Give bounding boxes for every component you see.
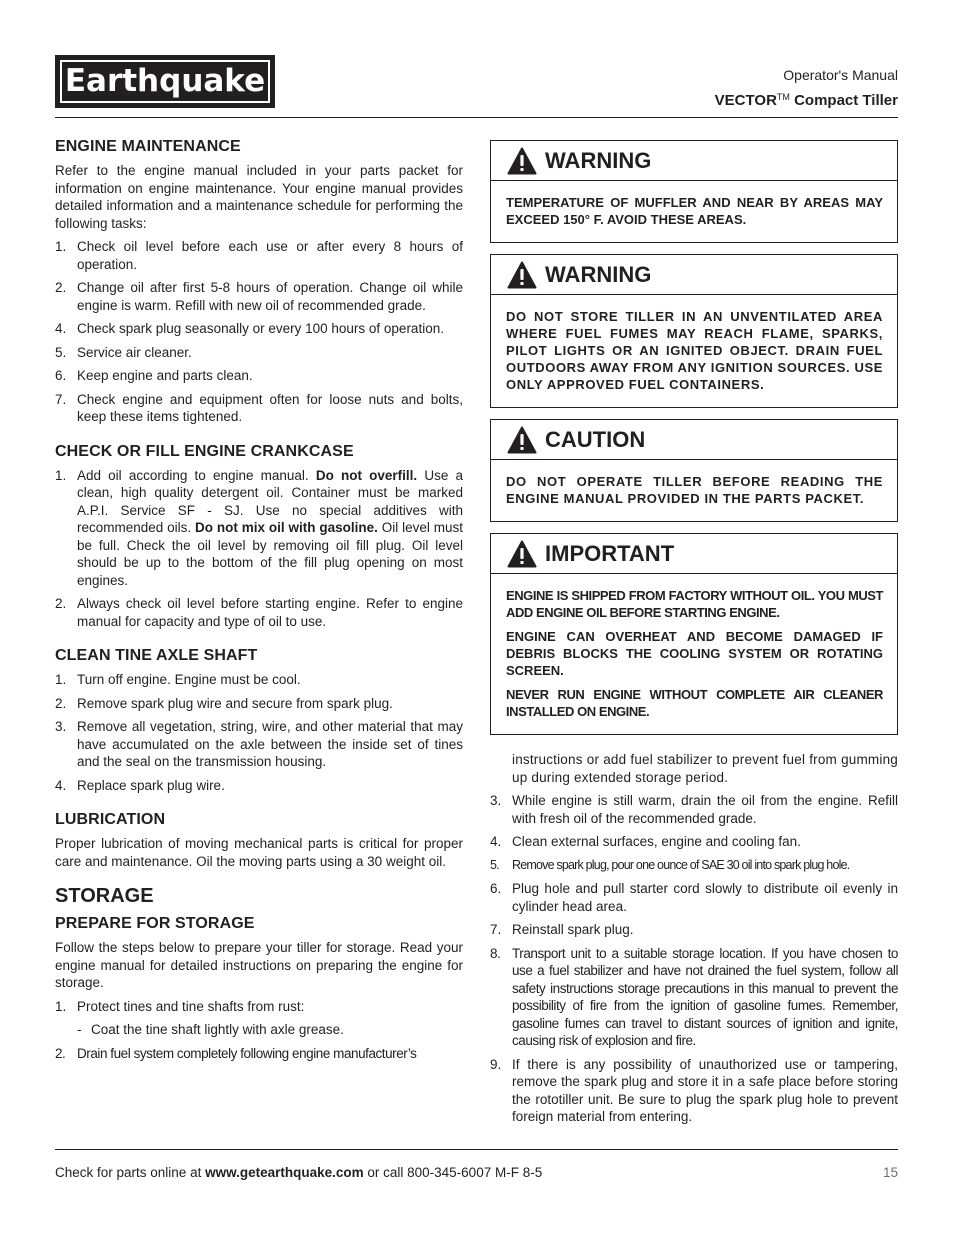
- list-number: 1.: [55, 998, 67, 1014]
- website-link[interactable]: www.getearthquake.com: [205, 1165, 364, 1180]
- storage-heading: STORAGE: [55, 885, 154, 907]
- list-number: 1.: [55, 672, 67, 687]
- list-item: [490, 880, 898, 915]
- emphasis-text: Do not mix oil with gasoline.: [195, 520, 378, 535]
- important-box: [490, 533, 898, 735]
- prepare-storage-heading: PREPARE FOR STORAGE: [55, 915, 255, 932]
- list-item: [55, 695, 463, 713]
- list-item: [55, 998, 463, 1016]
- warning-triangle-icon: [507, 426, 537, 454]
- brand-logo: [55, 55, 275, 108]
- list-item: [490, 921, 898, 939]
- storage-list-left-2: [55, 1045, 463, 1063]
- list-number: 4.: [55, 777, 67, 793]
- list-text: Replace spark plug wire.: [77, 777, 225, 793]
- warning-box-muffler: [490, 140, 898, 243]
- list-item: [490, 792, 898, 827]
- list-text: Check spark plug seasonally or every 100 hours of operation.: [77, 321, 444, 336]
- crankcase-heading: CHECK OR FILL ENGINE CRANKCASE: [55, 442, 354, 460]
- list-item: [55, 391, 463, 426]
- caution-box: [490, 419, 898, 522]
- list-number: 7.: [55, 391, 67, 407]
- list-text: Keep engine and parts clean.: [77, 368, 253, 383]
- list-text: Check engine and equipment often for loose nuts and bolts, keep these items tightened.: [77, 391, 463, 424]
- list-number: 8.: [490, 945, 501, 961]
- product-title: [715, 87, 898, 111]
- list-text: Remove spark plug, pour one ounce of SAE 30 oil into spark plug hole.: [512, 857, 850, 872]
- notice-header: [491, 141, 897, 181]
- notice-title: WARNING: [545, 261, 652, 287]
- notice-body: [491, 295, 897, 407]
- list-text: Clean external surfaces, engine and cooling fan.: [512, 834, 801, 849]
- notice-header: [491, 255, 897, 295]
- list-number: 6.: [490, 881, 502, 896]
- warning-triangle-icon: [507, 147, 537, 175]
- list-text: Change oil after first 5-8 hours of operation. Change oil while engine is warm. Refill with new oil of recommended grade.: [77, 280, 463, 313]
- list-text: Remove spark plug wire and secure from spark plug.: [77, 695, 393, 711]
- list-number: 6.: [55, 368, 67, 383]
- dash-marker: -: [77, 1022, 82, 1037]
- list-item: [55, 367, 463, 385]
- storage-intro: Follow the steps below to prepare your tiller for storage. Read your engine manual for detailed instructions on preparing the engine for storage.: [55, 940, 463, 990]
- list-item: [55, 320, 463, 338]
- list-text: Turn off engine. Engine must be cool.: [77, 672, 301, 687]
- footer-note: [55, 1164, 542, 1182]
- list-text: Drain fuel system completely following engine manufacturer’s: [77, 1045, 417, 1061]
- lubrication-text: Proper lubrication of moving mechanical parts is critical for proper care and maintenance. Oil the moving parts using a 30 weight oil.: [55, 836, 463, 869]
- product-suffix: Compact Tiller: [789, 92, 898, 109]
- list-number: 3.: [490, 793, 502, 808]
- list-number: 7.: [490, 922, 502, 937]
- tine-axle-heading: CLEAN TINE AXLE SHAFT: [55, 647, 258, 664]
- right-column: [490, 140, 898, 1132]
- lubrication-heading: LUBRICATION: [55, 811, 166, 828]
- list-number: 4.: [490, 834, 502, 849]
- list-item: [55, 238, 463, 273]
- storage-item-2-continued: instructions or add fuel stabilizer to prevent fuel from gumming up during extended storage period.: [512, 752, 898, 785]
- engine-maintenance-intro: Refer to the engine manual included in your parts packet for information on engine maintenance. Your engine manual provides detailed information and a maintenance schedule for performing the following tasks:: [55, 163, 463, 231]
- list-item: [490, 857, 898, 875]
- list-number: 1.: [55, 467, 67, 483]
- list-number: 2.: [55, 596, 67, 611]
- trademark-mark: TM: [776, 92, 790, 102]
- list-number: 5.: [55, 344, 67, 360]
- list-item: [490, 945, 898, 1050]
- list-number: 2.: [55, 280, 67, 295]
- list-text: Transport unit to a suitable storage location. If you have chosen to use a fuel stabilizer and have not drained the fuel system, follow all safety instructions storage precautions in this manual to prevent the possibility of fire from the ignition of gasoline fumes. Remember, gasoline fumes can travel to distant sources of ignition and ignite, causing risk of explosion and fire.: [512, 945, 898, 1048]
- notice-text: TEMPERATURE OF MUFFLER AND NEAR BY AREAS MAY EXCEED 150° F. AVOID THESE AREAS.: [506, 195, 883, 227]
- list-text: Remove all vegetation, string, wire, and other material that may have accumulated on the axle between the inside set of tines and the seal on the transmission housing.: [77, 719, 463, 769]
- list-item: [490, 833, 898, 851]
- list-number: 1.: [55, 239, 67, 254]
- notice-text: ENGINE IS SHIPPED FROM FACTORY WITHOUT OIL. YOU MUST ADD ENGINE OIL BEFORE STARTING ENGINE.: [506, 588, 883, 620]
- list-number: 9.: [490, 1056, 502, 1072]
- product-name: VECTOR: [714, 92, 777, 109]
- page-number: 15: [882, 1165, 898, 1180]
- notice-title: CAUTION: [545, 426, 646, 452]
- list-item: [55, 718, 463, 771]
- header-rule: [55, 117, 898, 118]
- warning-triangle-icon: [507, 261, 537, 289]
- notice-text: NEVER RUN ENGINE WITHOUT COMPLETE AIR CLEANER INSTALLED ON ENGINE.: [506, 687, 883, 719]
- list-text: While engine is still warm, drain the oil from the engine. Refill with fresh oil of the recommended grade.: [512, 793, 898, 826]
- list-item: [55, 777, 463, 795]
- engine-maintenance-heading: ENGINE MAINTENANCE: [55, 138, 241, 155]
- list-item: [55, 1045, 463, 1063]
- notice-body: [491, 181, 897, 242]
- notice-text: DO NOT OPERATE TILLER BEFORE READING THE ENGINE MANUAL PROVIDED IN THE PARTS PACKET.: [506, 474, 883, 506]
- left-column: [55, 137, 463, 1068]
- notice-title: WARNING: [545, 147, 652, 173]
- notice-title: IMPORTANT: [545, 540, 675, 566]
- list-item: [55, 344, 463, 362]
- list-text: Plug hole and pull starter cord slowly to distribute oil evenly in cylinder head area.: [512, 881, 898, 914]
- list-text: Service air cleaner.: [77, 344, 192, 360]
- list-text: Use a clean, high quality detergent oil. Container must be marked A.P.I. Service SF - SJ. Use no special additives with recommended oils.: [77, 467, 463, 535]
- warning-box-storage: [490, 254, 898, 408]
- crankcase-list: [55, 467, 463, 631]
- footer-prefix: Check for parts online at: [55, 1165, 206, 1180]
- list-item: [55, 671, 463, 689]
- warning-triangle-icon: [507, 540, 537, 568]
- list-number: 4.: [55, 321, 67, 336]
- notice-header: [491, 534, 897, 574]
- brand-logo-frame: [60, 60, 270, 103]
- list-text: Check oil level before each use or after every 8 hours of operation.: [77, 239, 463, 272]
- list-item: [490, 1056, 898, 1126]
- tine-axle-list: [55, 671, 463, 794]
- list-text: Add oil according to engine manual.: [77, 467, 316, 483]
- list-text: Always check oil level before starting engine. Refer to engine manual for capacity and type of oil to use.: [77, 596, 463, 629]
- list-text: Oil level must be full. Check the oil level by removing oil fill plug. Oil level should be up to the bottom of the fill plug opening on most engines.: [77, 520, 463, 588]
- list-number: 2.: [55, 695, 67, 711]
- list-text: Protect tines and tine shafts from rust:: [77, 998, 305, 1014]
- list-number: 2.: [55, 1045, 66, 1061]
- list-number: 5.: [490, 857, 499, 872]
- footer-rule: [55, 1149, 898, 1150]
- list-text: Reinstall spark plug.: [512, 922, 634, 937]
- notice-body: [491, 460, 897, 521]
- emphasis-text: Do not overfill.: [315, 467, 418, 483]
- storage-list-right: [490, 792, 898, 1126]
- notice-text: DO NOT STORE TILLER IN AN UNVENTILATED AREA WHERE FUEL FUMES MAY REACH FLAME, SPARKS, PILOT LIGHTS OR AN IGNITED OBJECT. DRAIN FUEL OUTDOORS AWAY FROM ANY IGNITION SOURCES. USE ONLY APPROVED FUEL CONTAINERS.: [506, 309, 883, 392]
- list-text: Coat the tine shaft lightly with axle grease.: [91, 1022, 344, 1037]
- list-number: 3.: [55, 719, 67, 734]
- list-item: [55, 467, 463, 590]
- engine-maintenance-list: [55, 238, 463, 426]
- brand-logo-text: Earthquake: [64, 63, 266, 99]
- footer-suffix: or call 800-345-6007 M-F 8-5: [363, 1165, 543, 1180]
- notice-text: ENGINE CAN OVERHEAT AND BECOME DAMAGED IF DEBRIS BLOCKS THE COOLING SYSTEM OR ROTATING SCREEN.: [506, 629, 883, 678]
- list-item: [55, 595, 463, 630]
- header-info: [715, 66, 898, 111]
- sub-list-item: [55, 1021, 463, 1039]
- manual-label: Operator's Manual: [783, 67, 898, 83]
- list-text: If there is any possibility of unauthorized use or tampering, remove the spark plug and store it in a safe place before storing the rototiller unit. Be sure to plug the spark plug hole to prevent foreign material from entering.: [512, 1056, 898, 1124]
- list-item: [55, 279, 463, 314]
- storage-list-left: [55, 998, 463, 1016]
- notice-header: [491, 420, 897, 460]
- notice-body: [491, 574, 897, 734]
